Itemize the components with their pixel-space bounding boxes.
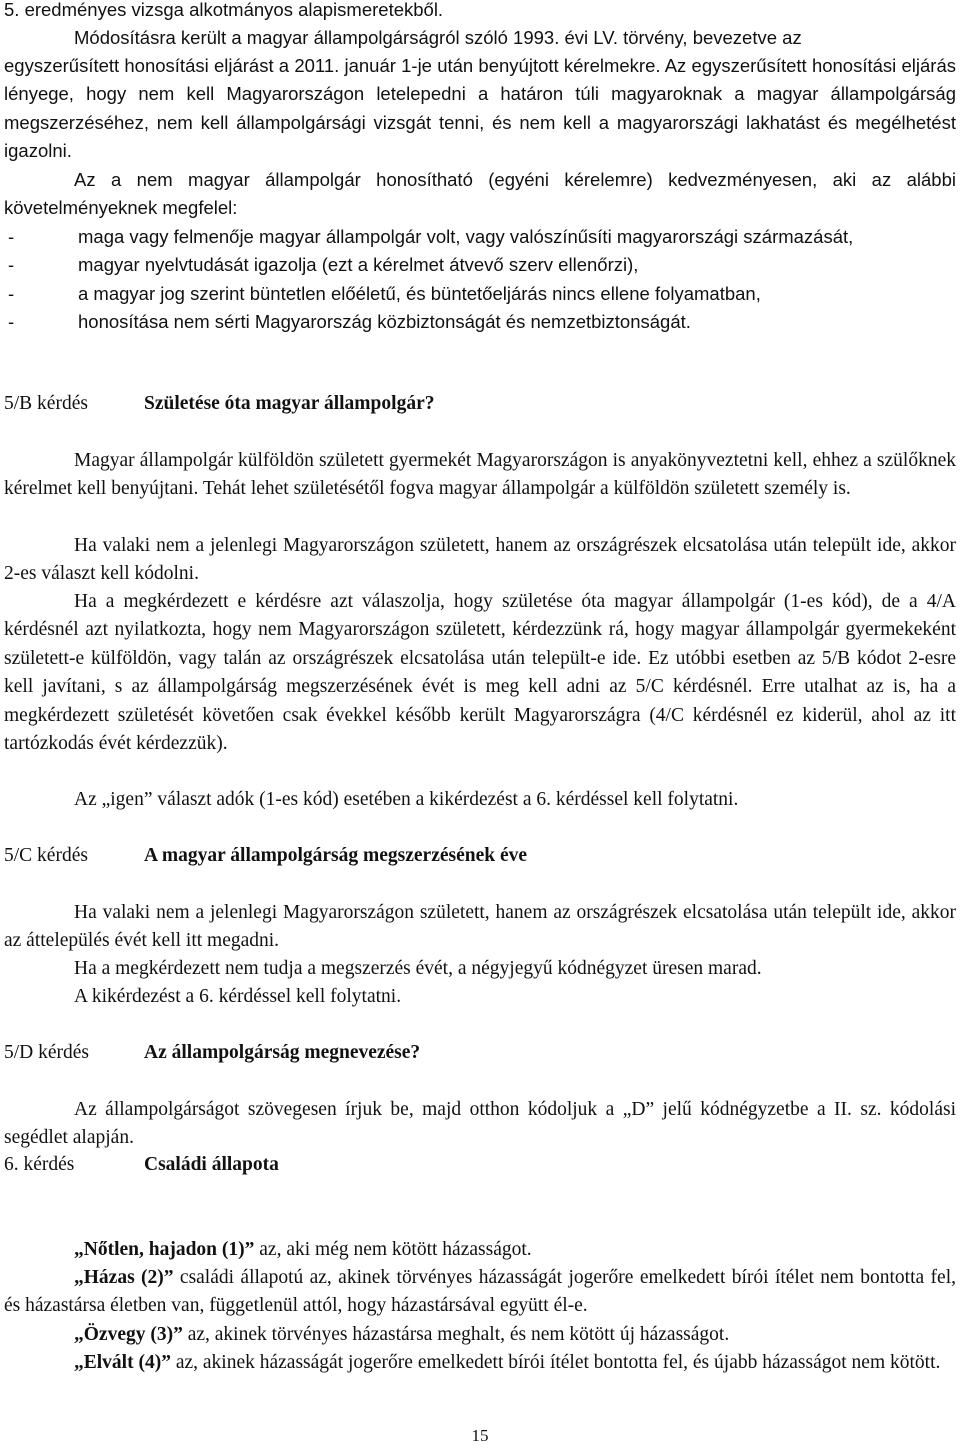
status-term: „Özvegy (3)” [74, 1324, 183, 1345]
list-item [4, 308, 956, 336]
q5b-paragraph-2: Ha valaki nem a jelenlegi Magyarországon született, hanem az országrészek elcsatolása után települt ide, akkor 2-es választ kell kódolni. [4, 535, 956, 585]
status-text: családi állapotú az, akinek törvényes házasságát jogerőre emelkedett bírói ítélet nem bontotta fel, és házastársa életben van, függetlenül attól, hogy házastársával együtt él-e. [4, 1267, 956, 1317]
list-item [4, 223, 956, 251]
requirements-list [4, 223, 956, 337]
marital-status-item [4, 1264, 956, 1321]
question-title: Az állampolgárság megnevezése? [144, 1042, 421, 1063]
status-text: az, aki még nem kötött házasságot. [254, 1239, 532, 1260]
question-5d-header [4, 1039, 956, 1067]
dash: - [8, 254, 15, 276]
dash: - [8, 282, 15, 304]
question-number: 6. kérdés [4, 1154, 75, 1175]
question-number: 5/D kérdés [4, 1042, 90, 1063]
item5-line1: Módosításra került a magyar állampolgárságról szóló 1993. évi LV. törvény, bevezetve az [74, 27, 802, 48]
dash: - [8, 311, 15, 333]
question-title: Családi állapota [144, 1154, 279, 1175]
q5b-paragraph-4: Az „igen” választ adók (1-es kód) esetében a kikérdezést a 6. kérdéssel kell folytatni. [74, 789, 739, 810]
question-5b-header [4, 390, 956, 418]
list-item-text: honosítása nem sérti Magyarország közbiztonságát és nemzetbiztonságát. [78, 311, 691, 333]
question-number: 5/B kérdés [4, 393, 88, 414]
status-text: az, akinek törvényes házastársa meghalt, és nem kötött új házasságot. [182, 1324, 730, 1345]
question-5c-header [4, 842, 956, 870]
question-title: A magyar állampolgárság megszerzésének éve [144, 845, 528, 866]
item5-heading: 5. eredményes vizsga alkotmányos alapismeretekből. [4, 0, 444, 20]
list-item-text: magyar nyelvtudását igazolja (ezt a kérelmet átvevő szerv ellenőrzi), [78, 254, 639, 276]
page-number: 15 [471, 1426, 489, 1445]
status-term: „Házas (2)” [74, 1267, 174, 1288]
list-item [4, 280, 956, 308]
item5-paragraph [4, 52, 956, 166]
status-term: „Nőtlen, hajadon (1)” [74, 1239, 255, 1260]
q5d-paragraph-1: Az állampolgárságot szövegesen írjuk be, majd otthon kódoljuk a „D” jelű kódnégyzetbe a II. sz. kódolási segédlet alapján. [4, 1099, 956, 1149]
list-item-text: maga vagy felmenője magyar állampolgár volt, vagy valószínűsíti magyarországi származását, [78, 226, 854, 247]
q5c-paragraph-3: A kikérdezést a 6. kérdéssel kell folytatni. [74, 986, 402, 1007]
q5c-paragraph-1: Ha valaki nem a jelenlegi Magyarországon született, hanem az országrészek elcsatolása után települt ide, akkor az áttelepülés évét kell itt megadni. [4, 902, 956, 952]
q5c-paragraph-2: Ha a megkérdezett nem tudja a megszerzés évét, a négyjegyű kódnégyzet üresen marad. [74, 958, 762, 979]
question-title: Születése óta magyar állampolgár? [144, 393, 435, 414]
dash: - [8, 226, 15, 247]
item5-para-rest: honosítási eljárás lényege, hogy nem kell Magyarországon letelepedni a határon túli magyaroknak a magyar állampolgárság megszerzéséhez, nem kell állampolgársági vizsgát tenni, és nem kell a magyarországi lakhatást és megélhetést igazolni. [4, 55, 956, 162]
status-term: „Elvált (4)” [74, 1352, 171, 1373]
item5-para2: Az a nem magyar állampolgár honosítható (egyéni kérelemre) kedvezményesen, aki az alábbi követelményeknek megfelel: [4, 169, 956, 219]
item5-line2-tail: Az egyszerűsített [660, 55, 807, 76]
marital-status-item [4, 1236, 956, 1264]
question-6-header [4, 1151, 956, 1179]
list-item-text: a magyar jog szerint büntetlen előéletű, és büntetőeljárás nincs ellene folyamatban, [78, 282, 761, 304]
status-text: az, akinek házasságát jogerőre emelkedett bírói ítélet bontotta fel, és újabb házasságot nem kötött. [170, 1352, 941, 1373]
q5b-paragraph-3: Ha a megkérdezett e kérdésre azt válaszolja, hogy születése óta magyar állampolgár (1-es kód), de a 4/A kérdésnél azt nyilatkozta, hogy nem Magyarországon született, kérdezzünk rá, hogy magyar állampolgár gyermekeként született-e külföldön, vagy talán az országrészek elcsatolása után települt-e ide. Ez utóbbi esetben az 5/B kódot 2-esre kell javítani, s az állampolgárság megszerzésének évét is meg kell adni az 5/C kérdésnél. Erre utalhat az is, ha a megkérdezett születését követően csak évekkel később került Magyarországra (4/C kérdésnél ez kiderül, ahol az itt tartózkodás évét kérdezzük). [4, 591, 956, 755]
marital-status-item [4, 1349, 956, 1377]
q5b-paragraph-1: Magyar állampolgár külföldön született gyermekét Magyarországon is anyakönyveztetni kell, ehhez a szülőknek kérelmet kell benyújtani. Tehát lehet születésétől fogva magyar állampolgár a külföldön született személy is. [4, 450, 956, 500]
list-item [4, 251, 956, 279]
marital-status-item [4, 1321, 956, 1349]
question-number: 5/C kérdés [4, 845, 88, 866]
item5-line2: egyszerűsített honosítási eljárást a 2011. január 1-je után benyújtott kérelmekre. [4, 55, 661, 76]
